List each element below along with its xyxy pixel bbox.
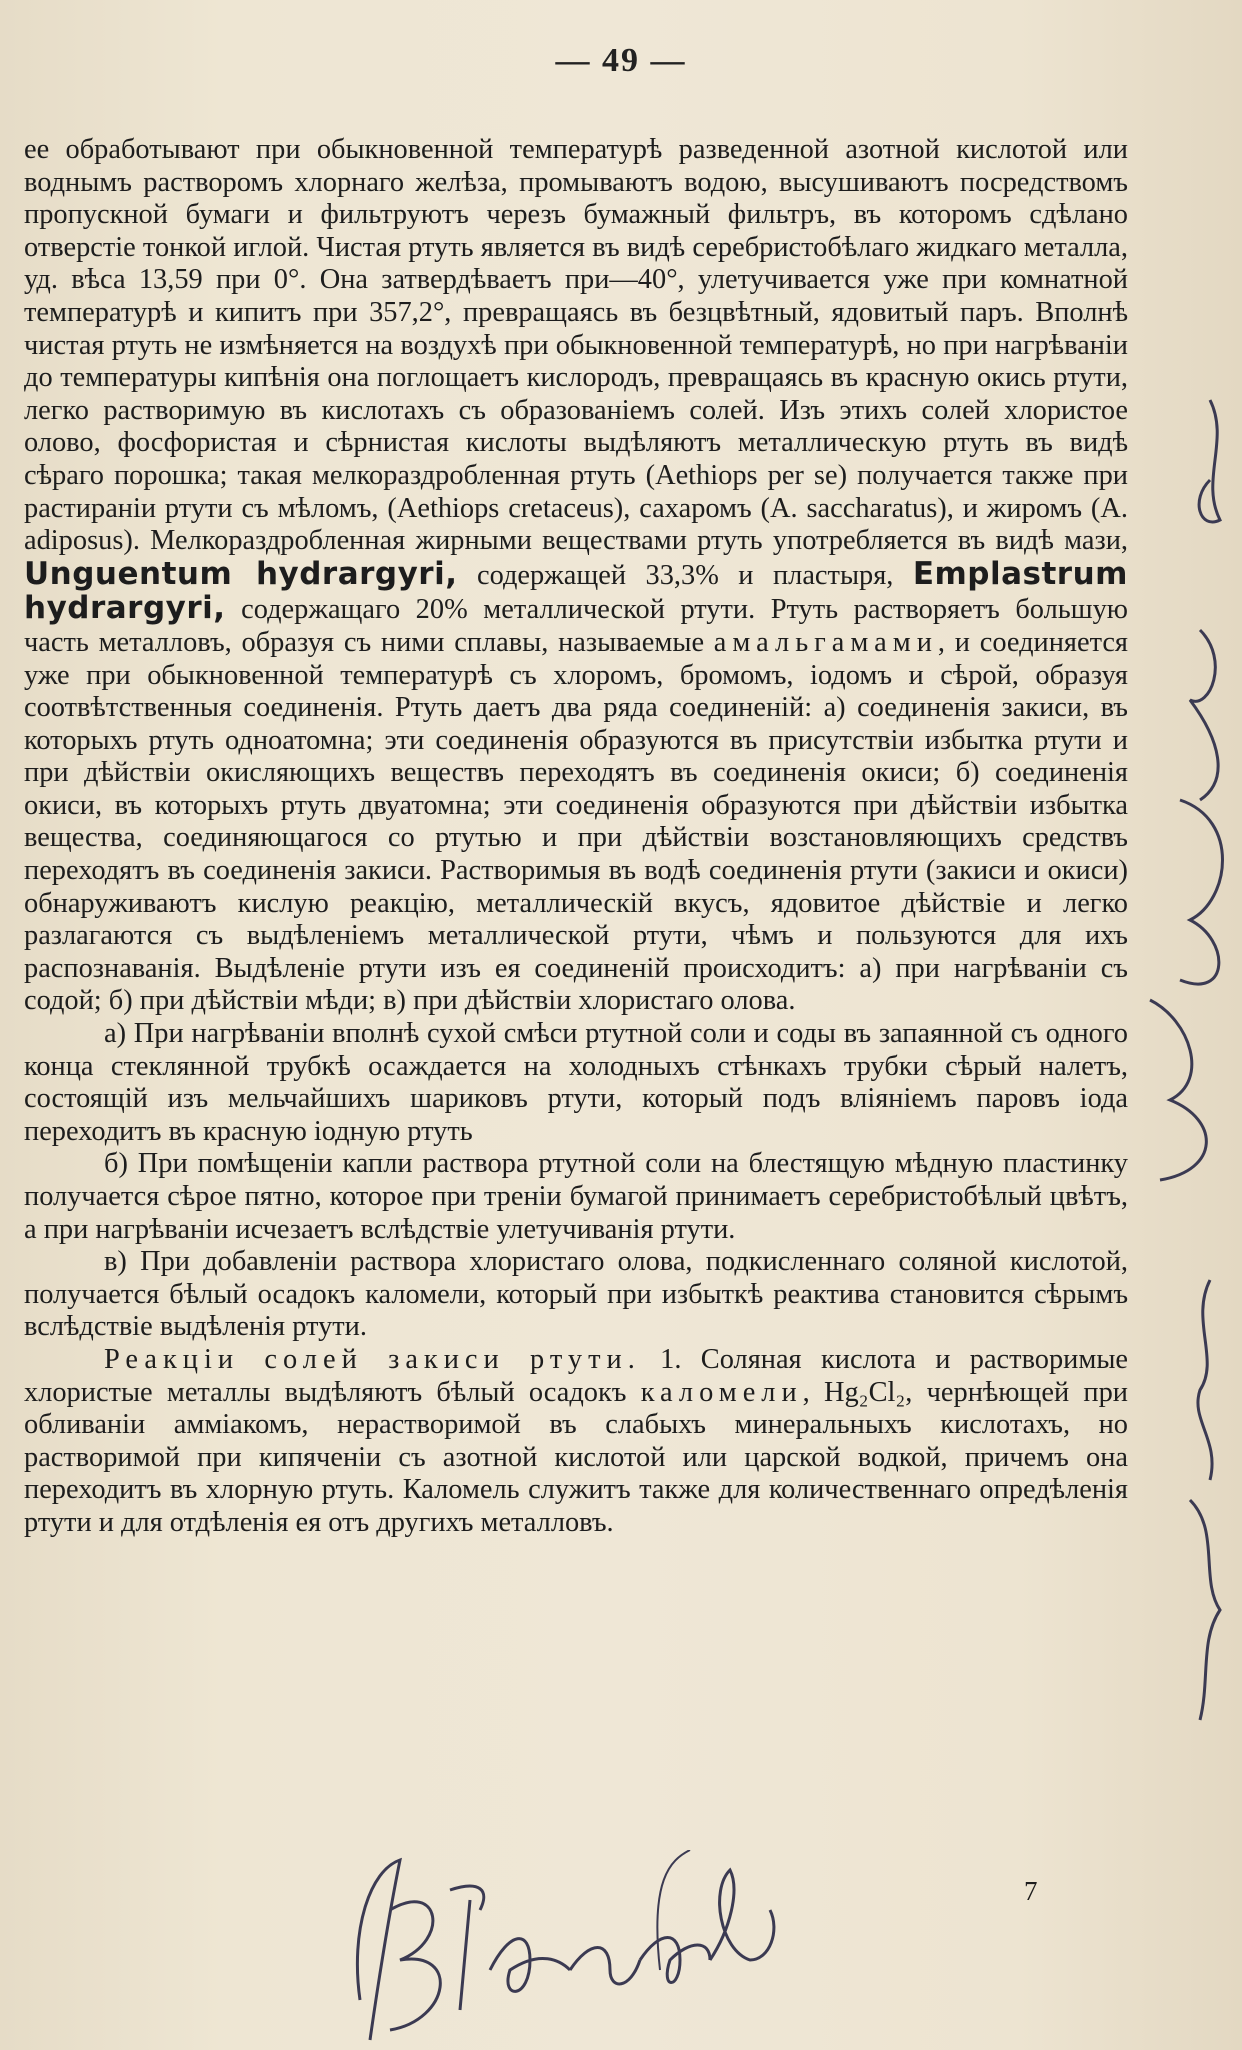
handwritten-signature — [330, 1850, 890, 2050]
text-segment: амальгамами — [713, 626, 938, 658]
margin-handwriting — [1130, 380, 1242, 1780]
text-segment: каломели — [640, 1376, 803, 1408]
text-segment: содержащей 33,3% и пластыря, — [457, 559, 913, 591]
body-text — [24, 134, 1128, 1540]
text-segment: содержащаго 20% металлической ртути. Ртуть растворяетъ большую часть металловъ, образуя съ ними сплавы, называемые — [24, 594, 1128, 658]
text-segment: а) При нагрѣваніи вполнѣ сухой смѣси ртутной соли и соды въ запаянной съ одного конца стеклянной трубкѣ осаждается на холодныхъ стѣнкахъ трубки сѣрый налетъ, состоящій изъ мельчайшихъ шариковъ ртути, который подъ вліяніемъ паровъ іода переходитъ въ красную іодную ртуть — [24, 1018, 1128, 1147]
signature-mark: 7 — [1024, 1876, 1038, 1906]
paragraph — [24, 1246, 1128, 1344]
text-segment: 1. Соляная кислота и растворимые хлористые металлы выдѣляютъ бѣлый осадокъ — [24, 1343, 1129, 1408]
paragraph — [24, 1344, 1128, 1540]
text-segment: Реакціи солей закиси ртути. — [104, 1343, 641, 1375]
page-number-header: — 49 — — [555, 42, 687, 79]
text-segment: , и соединяется уже при обыкновенной температурѣ съ хлоромъ, бромомъ, іодомъ и сѣрой, образуя соотвѣтственныя соединенія. Ртуть даетъ два ряда соединеній: а) соединенія закиси, въ которыхъ ртуть одноатомна; эти соединенія образуются въ присутствіи избытка ртути и при дѣйствіи окисляющихъ веществъ переходятъ въ соединенія окиси; б) соединенія окиси, въ которыхъ ртуть двуатомна; эти соединенія образуются при дѣйствіи избытка вещества, соединяющагося со ртутью и при дѣйствіи возстановляющихъ средствъ переходятъ въ соединенія закиси. Растворимыя въ водѣ соединенія ртути (закиси и окиси) обнаруживаютъ кислую реакцію, металлическій вкусъ, ядовитое дѣйствіе и легко разлагаются съ выдѣленіемъ металлической ртути, чѣмъ и пользуются для ихъ распознаванія. Выдѣленіе ртути изъ ея соединеній происходитъ: а) при нагрѣваніи съ содой; б) при дѣйствіи мѣди; в) при дѣйствіи хлористаго олова. — [24, 626, 1128, 1017]
text-segment: ее обработывают при обыкновенной температурѣ разведенной азотной кислотой или воднымъ растворомъ хлорнаго желѣза, промываютъ водою, высушиваютъ посредствомъ пропускной бумаги и фильтруютъ черезъ бумажный фильтръ, въ которомъ сдѣлано отверстіе тонкой иглой. Чистая ртуть является въ видѣ серебристобѣлаго жидкаго металла, уд. вѣса 13,59 при 0°. Она затвердѣваетъ при—40°, улетучивается уже при комнатной температурѣ и кипитъ при 357,2°, превращаясь въ безцвѣтный, ядовитый паръ. Вполнѣ чистая ртуть не измѣняется на воздухѣ при обыкновенной температурѣ, но при нагрѣваніи до температуры кипѣнія она поглощаетъ кислородъ, превращаясь въ красную окись ртути, легко растворимую въ кислотахъ съ образованіемъ солей. Изъ этихъ солей хлористое олово, фосфористая и сѣрнистая кислоты выдѣляютъ металлическую ртуть въ видѣ сѣраго порошка; такая мелкораздробленная ртуть (Aethiops per se) получается также при растираніи ртути съ мѣломъ, (Aethiops cretaceus), сахаромъ (A. saccharatus), и жиромъ (A. adiposus). Мелкораздробленная жирными веществами ртуть употребляется въ видѣ мази, — [24, 134, 1128, 557]
text-segment: , Hg₂Cl₂, чернѣющей при обливаніи аммiакомъ, нерастворимой въ слабыхъ минеральныхъ кислотахъ, но растворимой при кипяченіи съ азотной кислотой или царской водкой, причемъ она переходитъ въ хлорную ртуть. Каломель служитъ также для количественнаго опредѣленія ртути и для отдѣленія ея отъ другихъ металловъ. — [24, 1376, 1128, 1538]
text-segment: Emplastrum hydrargyri, — [24, 555, 1128, 627]
text-segment: б) При помѣщеніи капли раствора ртутной соли на блестящую мѣдную пластинку получается сѣрое пятно, которое при треніи бумагой принимаетъ серебристобѣлый цвѣтъ, а при нагрѣваніи исчезаетъ вслѣдствіе улетучиванія ртути. — [24, 1148, 1128, 1245]
paragraph — [24, 134, 1128, 1018]
text-segment: Unguentum hydrargyri, — [24, 555, 458, 592]
paragraph — [24, 1018, 1128, 1148]
text-segment: в) При добавленіи раствора хлористаго олова, подкисленнаго соляной кислотой, получается бѣлый осадокъ каломели, который при избыткѣ реактива становится сѣрымъ вслѣдствіе выдѣленія ртути. — [24, 1246, 1128, 1343]
paragraph — [24, 1148, 1128, 1246]
